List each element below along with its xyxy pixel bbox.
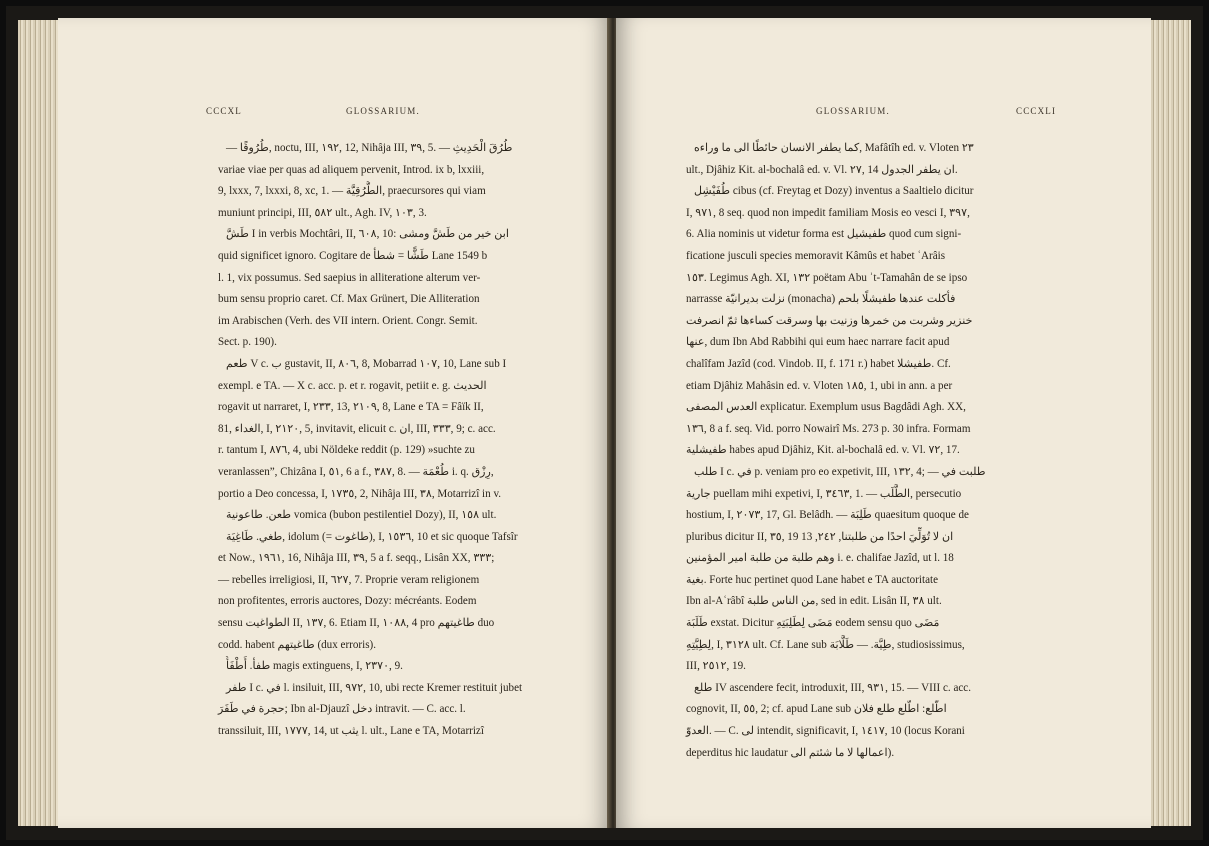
text-line: بغية. Forte huc pertinet quod Lane habet e TA auctoritate (686, 573, 939, 586)
left-page (58, 18, 610, 828)
text-line: r. tantum I, ٨٧٦, 4, ubi Nöldeke reddit (p. 129) »suchte zu (218, 444, 475, 457)
right-page-number: CCCXLI (1016, 106, 1057, 116)
text-line: quid significet ignoro. Cogitare de طَشًّا = شطأ Lane 1549 b (218, 249, 488, 262)
text-line: طلب I c. في p. veniam pro eo expetivit, III, ١٣٢, 4; — طلبت في (694, 465, 986, 478)
text-line: im Arabischen (Verh. des VII intern. Orient. Congr. Semit. (218, 314, 478, 327)
text-line: طلع IV ascendere fecit, introduxit, III, ٩٣١, 15. — VIII c. acc. (694, 681, 972, 694)
text-line: III, ٢٥١٢, 19. (686, 660, 746, 673)
text-line: I, ٩٧١, 8 seq. quod non impedit familiam Mosis eo vesci I, ٣٩٧, (686, 206, 970, 219)
text-line: chalîfam Jazîd (cod. Vindob. II, f. 171 r.) habet طفيشلا. Cf. (686, 357, 951, 370)
text-line: Sect. p. 190). (218, 336, 277, 349)
page-edges-right (1151, 20, 1191, 826)
text-line: Ibn al-Aʿrâbî من الناس طلبة, sed in edit. Lisân II, ٣٨ ult. (686, 595, 942, 608)
text-line: ficatione jusculi species memoravit Kâmûs et habet ʿArâis (686, 249, 946, 262)
book-spread (6, 6, 1203, 840)
text-line: العدوّ. — C. لى intendit, significavit, I, ١٤١٧, 10 (locus Korani (686, 725, 965, 738)
text-line: 9, lxxx, 7, lxxxi, 8, xc, 1. — الطُّرُقِيَّة, praecursores qui viam (218, 185, 486, 198)
text-line: deperditus hic laudatur اعمالها لا ما شئتم الى). (686, 746, 895, 759)
text-line: bum sensu proprio caret. Cf. Max Grünert, Die Alliteration (218, 293, 480, 306)
text-line: طغي. طَاغِيَة, idolum (= طاغوت), I, ١٥٣٦, 10 et sic quoque Tafsîr (226, 530, 518, 543)
text-line: etiam Djâhiz Mahâsin ed. v. Vloten ١٨٥, 1, ubi in ann. a per (686, 379, 953, 392)
text-line: حجرة في طَفَرَ; Ibn al-Djauzî دخل intravit. — C. acc. l. (218, 703, 466, 716)
text-line: transsiluit, III, ١٧٧٧, 14, ut يثب l. ult., Lane e TA, Motarrizî (218, 725, 484, 738)
text-line: veranlassen”, Chizâna I, ٥١, 6 a f., ٣٨٧, 8. — طُعْمَة i. q. رِزْق, (218, 465, 494, 478)
text-line: طفيشلية habes apud Djâhiz, Kit. al-bochalâ ed. v. Vl. ٧٢, 17. (686, 444, 960, 457)
text-line: muniunt principi, III, ٥٨٢ ult., Agh. IV, ١٠٣, 3. (218, 206, 427, 219)
text-line: cognovit, II, ٥٥, 2; cf. apud Lane sub اطّلع: اطّلع طلع فلان (686, 703, 947, 716)
text-line: hostium, I, ٢٠٧٣, 17, Gl. Belâdh. — طَلِبَة quaesitum quoque de (686, 509, 969, 522)
text-line: جارية puellam mihi expetivi, I, ٣٤٦٣, 1. — الطَّلَب, persecutio (686, 487, 962, 500)
text-line: sensu الطواغيت II, ١٣٧, 6. Etiam II, ١٠٨٨, 4 pro طاغيتهم duo (218, 617, 495, 630)
text-line: narrasse نزلت بديرانيّة (monacha) فأكلت عندها طفيشلًا بلحم (686, 293, 956, 306)
right-page (616, 18, 1151, 828)
text-line: طفر I c. في l. insiluit, III, ٩٧٢, 10, ubi recte Kremer restituit jubet (226, 681, 523, 694)
text-line: طَشَّ I in verbis Mochtâri, II, ٦٠٨, 10: ابن خير من طَشَّ ومشى (226, 228, 509, 241)
text-line: l. 1, vix possumus. Sed saepius in alliteratione alterum ver- (218, 271, 481, 284)
text-line: variae viae per quas ad aliquem pervenit, Introd. ix b, lxxiii, (218, 163, 485, 176)
text-line: exempl. e TA. — X c. acc. p. et r. rogavit, petiit e. g. الحديث (218, 379, 487, 392)
text-line: et Now., ١٩٦١, 16, Nihâja III, ٣٩, 5 a f. seqq., Lisân XX, ٣٣٣; (218, 552, 495, 565)
text-line: pluribus dicitur II, ٣٥, 19 ان لا تُوَلِّيَ احدًا من طلبتنا, ٢٤٢, 13 (686, 530, 954, 543)
text-line: العدس المصفى explicatur. Exemplum usus Bagdâdi Agh. XX, (686, 401, 966, 414)
text-line: طَلَبَة exstat. Dicitur مَضَى لِطَلِبَتِهِ eodem sensu quo مَضَى (686, 617, 940, 630)
text-line: ١٣٦, 8 a f. seq. Vid. porro Nowairî Ms. 273 p. 30 infra. Formam (686, 422, 971, 435)
text-line: عنها, dum Ibn Abd Rabbihi qui eum haec narrare facit apud (686, 336, 950, 349)
right-page-text (674, 138, 1074, 764)
left-page-header: GLOSSARIUM. (346, 106, 420, 116)
text-line: — rebelles irreligiosi, II, ٦٢٧, 7. Proprie veram religionem (218, 573, 480, 586)
text-line: codd. habent طاغيتهم (dux erroris). (218, 638, 376, 651)
text-line: non profitentes, erroris auctores, Dozy: mécréants. Eodem (218, 595, 477, 608)
left-page-number: CCCXL (206, 106, 243, 116)
text-line: خنزير وشربت من خمرها وزنيت بها وسرقت كساءها ثمّ انصرفت (686, 314, 973, 327)
text-line: ult., Djâhiz Kit. al-bochalâ ed. v. Vl. ٢٧, 14 ان يطفر الجدول. (686, 163, 958, 176)
right-page-header: GLOSSARIUM. (816, 106, 890, 116)
text-line: 81, الغداء, I, ٢١٢٠, 5, invitavit, elicuit c. ان, III, ٣٣٣, 9; c. acc. (218, 422, 496, 435)
left-page-text (206, 138, 574, 743)
text-line: 6. Alia nominis ut videtur forma est طفيشيل quod cum signi- (686, 228, 962, 241)
page-edges-left (18, 20, 58, 826)
text-line: rogavit ut narraret, I, ٢٣٣, 13, ٢١٠٩, 8, Lane e TA = Fâïk II, (218, 401, 484, 414)
text-line: طُفَيْشِل cibus (cf. Freytag et Dozy) inventus a Saaltielo dicitur (694, 185, 974, 198)
text-line: وهم طلبة من طلبة امير المؤمنين i. e. chalifae Jazîd, ut l. 18 (686, 552, 954, 565)
text-line: طفأ. أَطْفَأُ magis extinguens, I, ٢٣٧٠, 9. (226, 660, 403, 673)
text-line: طعم V c. ب gustavit, II, ٨٠٦, 8, Mobarrad ١٠٧, 10, Lane sub I (226, 357, 507, 370)
text-line: كما يطفر الانسان حائطًا الى ما وراءه, Mafâtîh ed. v. Vloten ٢٣ (694, 142, 974, 154)
text-line: طعن. طاعونية vomica (bubon pestilentiel Dozy), II, ١٥٨ ult. (226, 509, 497, 522)
text-line: لِطِيَّتِهِ, I, ٣١٢٨ ult. Cf. Lane sub طِيَّة. — طَلَّابَة, studiosissimus, (686, 638, 965, 651)
text-line: portio a Deo concessa, I, ١٧٣٥, 2, Nihâja III, ٣٨, Motarrizî in v. (218, 487, 502, 500)
text-line: ١٥٣. Legimus Agh. XI, ١٣٢ poëtam Abu ʾt-Tamahân de se ipso (686, 271, 968, 284)
text-line: — طُرُوقًا, noctu, III, ١٩٢, 12, Nihâja III, ٣٩, 5. — طُرُقَ الْحَدِيثِ (226, 142, 513, 154)
